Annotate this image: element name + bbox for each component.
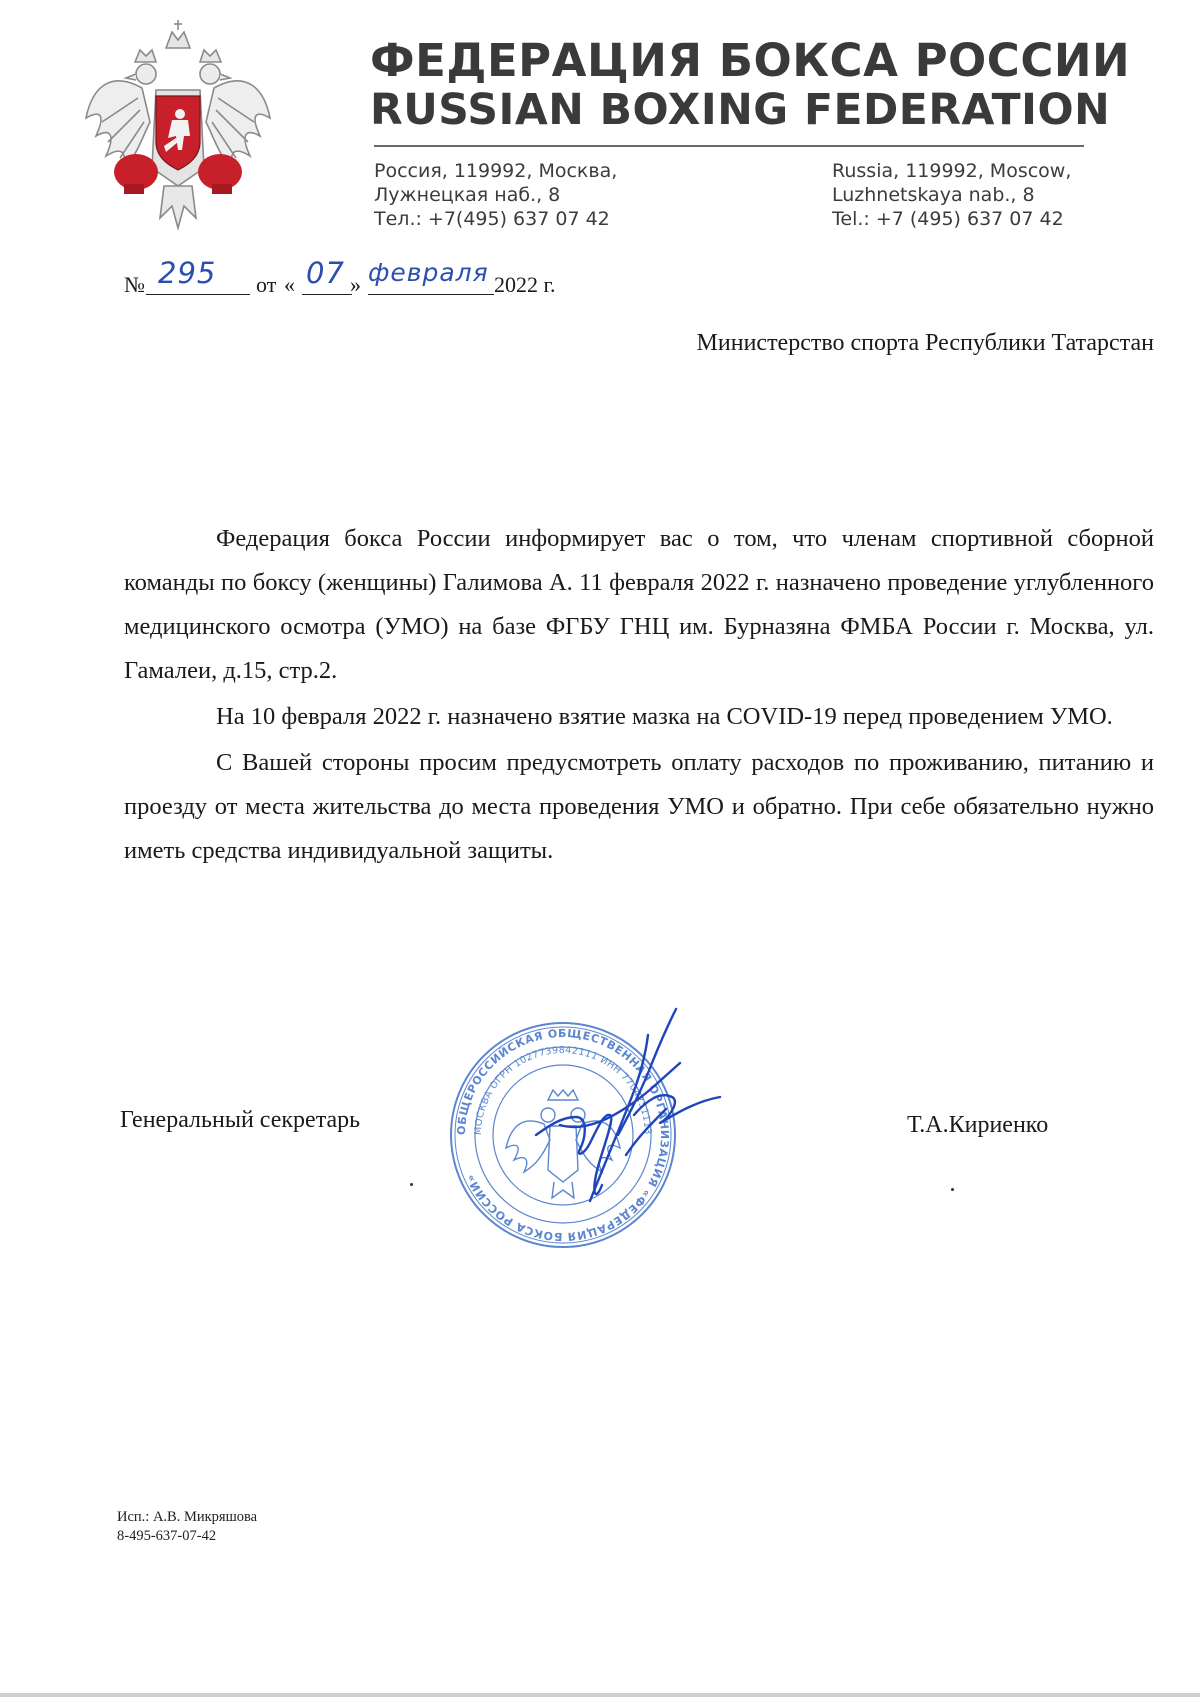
stamp-outer-text: ОБЩЕРОССИЙСКАЯ ОБЩЕСТВЕННАЯ ОРГАНИЗАЦИЯ «ФЕДЕРАЦИЯ БОКСА РОССИИ» <box>454 1026 672 1244</box>
body-paragraph: На 10 февраля 2022 г. назначено взятие мазка на COVID-19 перед проведением УМО. <box>216 703 1113 730</box>
address-en-line: Luzhnetskaya nab., 8 <box>832 184 1035 206</box>
letter-day: 07 <box>306 256 345 290</box>
number-label: № <box>124 272 145 297</box>
scan-speck <box>951 1188 954 1191</box>
day-underline <box>302 294 352 295</box>
scan-edge <box>0 1693 1200 1697</box>
address-en-line: Tel.: +7 (495) 637 07 42 <box>832 208 1064 230</box>
double-headed-eagle-icon <box>80 18 276 232</box>
address-ru-line: Лужнецкая наб., 8 <box>374 184 561 206</box>
executor-phone: 8-495-637-07-42 <box>117 1528 217 1544</box>
address-ru-line: Россия, 119992, Москва, <box>374 160 618 182</box>
letter-year: 2022 г. <box>494 272 556 297</box>
org-name-ru: ФЕДЕРАЦИЯ БОКСА РОССИИ <box>370 34 1131 87</box>
address-en-line: Russia, 119992, Moscow, <box>832 160 1072 182</box>
executor-name: Исп.: А.В. Микряшова <box>117 1509 258 1525</box>
body-paragraph: С Вашей стороны просим предусмотреть оплату расходов по проживанию, питанию и проезду от места жительства до места проведения УМО и обратно. При себе обязательно нужно иметь средства индивидуальной защиты. <box>124 749 1154 864</box>
signatory-name: Т.А.Кириенко <box>907 1112 1049 1138</box>
handwritten-signature <box>530 1005 730 1225</box>
body-paragraph: Федерация бокса России информирует вас о том, что членам спортивной сборной команды по боксу (женщины) Галимова А. 11 февраля 2022 г. назначено проведение углубленного медицинского осмотра (УМО) на базе ФГБУ ГНЦ им. Бурназяна ФМБА России г. Москва, ул. Гамалеи, д.15, стр.2. <box>124 525 1154 684</box>
org-name-en: RUSSIAN BOXING FEDERATION <box>370 86 1111 135</box>
header-divider <box>374 145 1084 147</box>
month-underline <box>368 294 494 295</box>
address-ru-line: Тел.: +7(495) 637 07 42 <box>374 208 610 230</box>
number-underline <box>146 294 250 295</box>
date-from-label: от <box>256 272 277 297</box>
letter-body <box>124 517 1154 873</box>
addressee: Министерство спорта Республики Татарстан <box>696 330 1154 356</box>
scan-speck <box>410 1183 413 1186</box>
stamp-inner-text: МОСКВА ОГРН 1027739842111 ИНН 7704251113 <box>472 1044 654 1136</box>
letter-month: февраля <box>368 258 489 287</box>
address-en <box>832 159 1071 231</box>
address-ru <box>374 159 617 231</box>
date-close-quote: » <box>350 272 361 297</box>
executor-info <box>117 1508 257 1546</box>
signatory-title: Генеральный секретарь <box>120 1107 361 1133</box>
letter-number: 295 <box>158 256 217 290</box>
date-open-quote: « <box>284 272 295 297</box>
